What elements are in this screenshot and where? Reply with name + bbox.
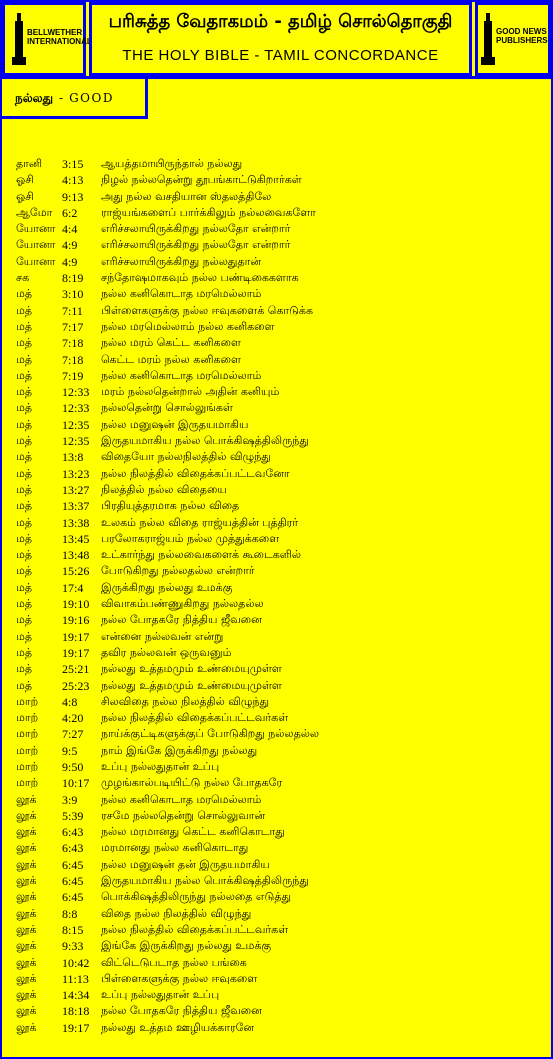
tower-icon [484,21,492,65]
concordance-list [16,156,546,1036]
concordance-entry [16,547,546,563]
entry-reference: 15:26 [62,564,90,579]
entry-text: உட்கார்ந்து நல்லவைகளைக் கூடைகளில் [101,548,302,562]
entry-text: நல்ல நிலத்தில் விதைக்கப்பட்டவர்கள் [101,711,289,725]
entry-text: விட்டெடுபடாத நல்ல பங்கை [101,955,247,969]
entry-reference: 17:4 [62,580,84,595]
concordance-entry [16,352,546,368]
entry-reference: 7:11 [62,303,83,318]
concordance-entry [16,612,546,628]
concordance-entry [16,482,546,498]
entry-text: இருதயமாகிய நல்ல பொக்கிஷத்திலிருந்து [101,874,309,888]
concordance-entry [16,971,546,987]
entry-book: மத் [16,482,33,496]
bellwether-logo [2,2,92,76]
entry-reference: 12:33 [62,401,90,416]
entry-book: லூக் [16,841,37,855]
entry-book: மத் [16,466,33,480]
entry-text: நல்ல போதகரே நித்திய ஜீவனை [101,1004,262,1018]
entry-reference: 6:45 [62,857,84,872]
entry-book: சக [16,271,30,285]
entry-book: மத் [16,515,33,529]
entry-reference: 3:10 [62,287,84,302]
entry-text: நல்ல போதகரே நித்திய ஜீவனை [101,613,262,627]
entry-reference: 13:37 [62,499,90,514]
entry-text: நல்ல மனுஷன் தன் இருதயமாகிய [101,857,270,871]
concordance-entry [16,889,546,905]
entry-text: விவாகம்பண்ணுகிறது நல்லதல்ல [101,597,264,611]
concordance-entry [16,645,546,661]
entry-reference: 19:17 [62,1020,90,1035]
concordance-entry [16,873,546,889]
entry-text: பொக்கிஷத்திலிருந்து நல்லதை எடுத்து [101,890,292,904]
concordance-entry [16,498,546,514]
entry-book: மத் [16,662,33,676]
entry-reference: 8:15 [62,922,84,937]
concordance-entry [16,678,546,694]
entry-reference: 13:38 [62,515,90,530]
entry-reference: 19:17 [62,629,90,644]
entry-reference: 7:18 [62,352,84,367]
entry-reference: 3:15 [62,157,84,171]
concordance-entry [16,303,546,319]
entry-reference: 14:34 [62,988,90,1003]
entry-book: மத் [16,580,33,594]
entry-text: இங்கே இருக்கிறது நல்லது உமக்கு [101,939,272,953]
concordance-entry [16,449,546,465]
entry-reference: 6:43 [62,825,84,840]
logo-line: PUBLISHERS [496,36,548,45]
entry-text: இருக்கிறது நல்லது உமக்கு [101,580,233,594]
entry-reference: 4:20 [62,711,84,726]
entry-reference: 7:19 [62,368,84,383]
concordance-entry [16,922,546,938]
concordance-entry [16,254,546,270]
entry-text: பிள்ளைகளுக்கு நல்ல ஈவுகளை [101,971,258,985]
concordance-entry [16,368,546,384]
entry-book: யோனா [16,222,56,236]
concordance-entry [16,694,546,710]
entry-text: நல்லது உத்தமமும் உண்மையுமுள்ள [101,662,282,676]
concordance-entry [16,955,546,971]
entry-text: நல்ல மரம் கெட்ட கனிகளை [101,336,241,350]
entry-book: மாற் [16,727,39,741]
entry-reference: 6:43 [62,841,84,856]
entry-reference: 8:19 [62,271,84,286]
bellwether-logo-text [27,28,92,46]
entry-reference: 13:27 [62,482,90,497]
concordance-entry [16,906,546,922]
topic-tamil: நல்லது [15,91,54,105]
entry-book: மத் [16,597,33,611]
entry-reference: 19:17 [62,645,90,660]
entry-text: நல்ல மனுஷன் இருதயமாகிய [101,417,249,431]
entry-book: ஓசி [16,173,34,187]
topic-separator: - [59,91,64,105]
topic-english: GOOD [69,91,114,105]
entry-book: லூக் [16,857,37,871]
entry-reference: 13:23 [62,466,90,481]
entry-book: மத் [16,499,33,513]
entry-book: மத் [16,368,33,382]
entry-book: மத் [16,629,33,643]
entry-text: உலகம் நல்ல விதை ராஜ்யத்தின் புத்திரர் [101,515,299,529]
concordance-entry [16,629,546,645]
entry-book: மாற் [16,743,39,757]
entry-book: மத் [16,434,33,448]
entry-text: ராஜ்யங்களைப் பார்க்கிலும் நல்லவைகளோ [101,205,316,219]
entry-text: ஆயத்தமாயிருந்தால் நல்லது [101,157,243,170]
entry-book: ஆமோ [16,205,53,219]
entry-text: பிள்ளைகளுக்கு நல்ல ஈவுகளைக் கொடுக்க [101,303,314,317]
concordance-entry [16,938,546,954]
entry-text: சந்தோஷமாகவும் நல்ல பண்டிகைகளாக [101,271,299,285]
entry-text: உப்பு நல்லதுதான் உப்பு [101,759,220,773]
concordance-entry [16,580,546,596]
concordance-entry [16,400,546,416]
entry-book: ஓசி [16,189,34,203]
concordance-entry [16,1020,546,1036]
entry-book: மத் [16,450,33,464]
entry-text: விதை நல்ல நிலத்தில் விழுந்து [101,906,252,920]
concordance-entry [16,433,546,449]
concordance-entry [16,596,546,612]
entry-text: நல்ல கனிகொடாத மரமெல்லாம் [101,792,262,806]
entry-reference: 4:4 [62,222,78,237]
tower-icon [15,21,23,65]
entry-text: நல்ல நிலத்தில் விதைக்கப்பட்டவனோ [101,466,290,480]
entry-reference: 13:45 [62,531,90,546]
entry-book: லூக் [16,825,37,839]
entry-reference: 6:2 [62,205,78,220]
concordance-entry [16,417,546,433]
entry-reference: 19:10 [62,597,90,612]
entry-reference: 4:9 [62,238,78,253]
entry-text: எரிச்சலாயிருக்கிறது நல்லதுதான் [101,254,262,268]
concordance-entry [16,286,546,302]
concordance-entry [16,808,546,824]
entry-text: போடுகிறது நல்லதல்ல என்றார் [101,564,255,578]
entry-reference: 18:18 [62,1004,90,1019]
concordance-entry [16,189,546,205]
entry-book: மாற் [16,759,39,773]
entry-text: விதையோ நல்லநிலத்தில் விழுந்து [101,450,271,464]
concordance-entry [16,824,546,840]
entry-reference: 13:48 [62,548,90,563]
page-title-english: THE HOLY BIBLE - TAMIL CONCORDANCE [122,47,439,64]
entry-text: நல்ல நிலத்தில் விதைக்கப்பட்டவர்கள் [101,922,289,936]
entry-book: மத் [16,319,33,333]
entry-book: மத் [16,385,33,399]
entry-book: மத் [16,531,33,545]
entry-book: மத் [16,645,33,659]
entry-text: பரலோகராஜ்யம் நல்ல முத்துக்களை [101,531,280,545]
concordance-entry [16,987,546,1003]
entry-book: லூக் [16,890,37,904]
entry-text: நிழல் நல்லதென்று தூபங்காட்டுகிறார்கள் [101,173,302,187]
entry-text: நல்ல கனிகொடாத மரமெல்லாம் [101,368,262,382]
entry-reference: 12:35 [62,417,90,432]
concordance-entry [16,172,546,188]
topic-label-box [2,79,148,119]
entry-book: தானி [16,157,43,170]
entry-text: நாம் இங்கே இருக்கிறது நல்லது [101,743,258,757]
good-news-logo [475,2,551,76]
entry-book: லூக் [16,1004,37,1018]
entry-reference: 13:8 [62,450,84,465]
concordance-entry [16,221,546,237]
entry-text: உப்பு நல்லதுதான் உப்பு [101,988,220,1002]
entry-book: மாற் [16,694,39,708]
entry-text: தவிர நல்லவன் ஒருவனும் [101,645,232,659]
entry-reference: 7:18 [62,336,84,351]
entry-book: மத் [16,352,33,366]
entry-book: லூக் [16,906,37,920]
entry-reference: 25:23 [62,678,90,693]
entry-reference: 10:42 [62,955,90,970]
entry-text: இருதயமாகிய நல்ல பொக்கிஷத்திலிருந்து [101,434,309,448]
entry-book: லூக் [16,1020,37,1034]
concordance-entry [16,840,546,856]
concordance-entry [16,775,546,791]
entry-book: மத் [16,548,33,562]
entry-text: ரசமே நல்லதென்று சொல்லுவான் [101,808,266,822]
concordance-entry [16,661,546,677]
concordance-entry [16,384,546,400]
entry-reference: 7:17 [62,319,84,334]
entry-book: மத் [16,613,33,627]
entry-reference: 3:9 [62,792,78,807]
entry-reference: 7:27 [62,727,84,742]
entry-book: மத் [16,287,33,301]
entry-text: என்னை நல்லவன் என்று [101,629,224,643]
concordance-entry [16,1003,546,1019]
concordance-entry [16,857,546,873]
concordance-entry [16,726,546,742]
entry-book: லூக் [16,939,37,953]
entry-book: மத் [16,564,33,578]
entry-text: அது நல்ல வசதியான ஸ்தலத்திலே [101,189,272,203]
concordance-entry [16,466,546,482]
entry-book: லூக் [16,988,37,1002]
entry-reference: 6:45 [62,890,84,905]
entry-book: மத் [16,678,33,692]
entry-reference: 9:50 [62,759,84,774]
entry-text: நிலத்தில் நல்ல விதையை [101,482,227,496]
entry-text: மரம் நல்லதென்றால் அதின் கனியும் [101,385,280,399]
entry-book: மத் [16,401,33,415]
logo-line: BELLWETHER [27,28,83,37]
concordance-entry [16,743,546,759]
entry-text: முழங்கால்படியிட்டு நல்ல போதகரே [101,776,283,790]
entry-reference: 6:45 [62,874,84,889]
concordance-entry [16,270,546,286]
entry-book: லூக் [16,792,37,806]
concordance-entry [16,156,546,172]
concordance-entry [16,205,546,221]
entry-reference: 5:39 [62,808,84,823]
entry-reference: 25:21 [62,662,90,677]
entry-text: நாய்க்குட்டிகளுக்குப் போடுகிறது நல்லதல்ல [101,727,319,741]
entry-reference: 8:8 [62,906,78,921]
entry-reference: 10:17 [62,776,90,791]
entry-book: லூக் [16,874,37,888]
entry-text: நல்ல கனிகொடாத மரமெல்லாம் [101,287,262,301]
entry-text: நல்ல மரமானது கெட்ட கனிகொடாது [101,825,285,839]
concordance-entry [16,531,546,547]
concordance-entry [16,335,546,351]
entry-text: நல்லது உத்தமமும் உண்மையுமுள்ள [101,678,282,692]
entry-book: லூக் [16,971,37,985]
entry-book: மத் [16,417,33,431]
entry-book: யோனா [16,238,56,252]
entry-reference: 4:8 [62,694,78,709]
concordance-entry [16,237,546,253]
logo-line: GOOD NEWS [496,27,547,36]
entry-reference: 9:13 [62,189,84,204]
logo-line: INTERNATIONAL [27,37,92,46]
entry-reference: 9:33 [62,939,84,954]
concordance-entry [16,792,546,808]
entry-text: நல்லதென்று சொல்லுங்கள் [101,401,233,415]
entry-text: சிலவிதை நல்ல நிலத்தில் விழுந்து [101,694,270,708]
entry-text: எரிச்சலாயிருக்கிறது நல்லதோ என்றார் [101,238,291,252]
entry-book: மத் [16,303,33,317]
entry-book: மாற் [16,711,39,725]
concordance-entry [16,710,546,726]
entry-book: யோனா [16,254,56,268]
entry-text: மரமானது நல்ல கனிகொடாது [101,841,249,855]
page-header [0,0,553,80]
entry-text: கெட்ட மரம் நல்ல கனிகளை [101,352,241,366]
concordance-entry [16,759,546,775]
concordance-entry [16,563,546,579]
entry-book: லூக் [16,922,37,936]
entry-book: லூக் [16,808,37,822]
entry-book: மாற் [16,776,39,790]
entry-text: நல்ல மரமெல்லாம் நல்ல கனிகளை [101,319,275,333]
page-title-tamil: பரிசுத்த வேதாகமம் - தமிழ் சொல்தொகுதி [108,11,453,32]
entry-book: மத் [16,336,33,350]
good-news-logo-text [496,27,548,45]
entry-reference: 19:16 [62,613,90,628]
entry-reference: 12:35 [62,434,90,449]
entry-reference: 4:13 [62,173,84,188]
entry-text: நல்லது உத்தம ஊழியக்காரனே [101,1020,255,1034]
topic-heading [15,91,114,107]
entry-reference: 9:5 [62,743,78,758]
concordance-entry [16,319,546,335]
entry-reference: 11:13 [62,971,89,986]
entry-reference: 12:33 [62,385,90,400]
entry-book: லூக் [16,955,37,969]
concordance-entry [16,515,546,531]
entry-text: பிரதியுத்தரமாக நல்ல விதை [101,499,240,513]
entry-text: எரிச்சலாயிருக்கிறது நல்லதோ என்றார் [101,222,291,236]
entry-reference: 4:9 [62,254,78,269]
title-box [89,2,472,76]
